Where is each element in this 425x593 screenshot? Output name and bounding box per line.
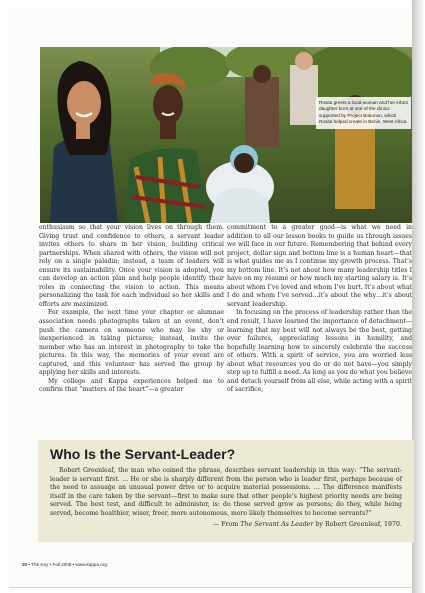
page-number: 20 [22, 562, 28, 567]
article-photo [40, 47, 412, 223]
photo-caption: Rosita greets a local woman and her infant daughter born at one of the clinics supported by Project Bokonon, which Rosita helped create in Benin, West Africa. [316, 97, 411, 129]
credit-prefix: — From [212, 521, 241, 528]
photo-illustration [40, 47, 412, 223]
sidebar-title: Who Is the Servant-Leader? [50, 446, 236, 462]
credit-book-title: The Servant As Leader [240, 521, 314, 528]
footer-text: • The Key • Fall 2006 • www.kappa.org [27, 562, 107, 567]
article-column-left [39, 224, 224, 395]
sidebar-quote: Robert Greenleaf, the man who coined the phrase, describes servant leadership in this way: “The servant-leader is servant first. … He or she is sharply different from the person who is leader first, perhaps because of the need to assuage an unusual power drive or to acquire material possessions. … The difference manifests itself in the care taken by the servant—first to make sure that other people’s highest priority needs are being served. The best test, and difficult to administer, is: do those served grow as persons; do they, while being served, become healthier, wiser, freer, more autonomous, more likely themselves to become servants?” [50, 467, 402, 517]
article-column-right [227, 224, 412, 395]
article-paragraph: enthusiasm so that your vision lives on through them. Giving trust and confidence to others, a servant leader invites others to share in her vision, building critical partnerships. When shared with others, the vision will not rely on a single paladin; instead, a team of leaders will ensure its sustainability. Once your vision is adopted, you can develop an action plan and help people identify their roles in connecting the vision to action. This means personalizing the task for each individual so her skills and efforts are maximized. [39, 224, 224, 308]
article-paragraph: My college and Kappa experiences helped me to confirm that “matters of the heart”—a greater [39, 377, 224, 394]
article-paragraph: In focusing on the process of leadership rather than the end result, I have learned the importance of detachment—learning that my best will not always be the best, getting over failures, appreciating lessons in humility, and hopefully learning how to sincerely celebrate the success of others. With a spirit of service, you are worried less about what resources you do or do not have—you simply step up to fulfill a need. As long as you do what you believe and detach yourself from all else, while acting with a spirit of sacrifice, [227, 309, 412, 394]
sidebar-credit [50, 520, 402, 529]
credit-suffix: by Robert Greenleaf, 1970. [313, 521, 402, 528]
article-paragraph: commitment to a greater good—is what we need in addition to all our lesson books to guide us through issues we will face in our future. Remembering that behind every project, dollar sign and bottom line is a human heart—that is what guides me as I continue my growth process. That’s my bottom line. It’s not about how many leadership titles I have on my résumé or how much my starting salary is. It’s about whom I’ve loved and whom I’ve hurt. It’s about what I do and whom I’ve served…it’s about the why…it’s about servant leadership. [227, 224, 412, 308]
article-paragraph: For example, the next time your chapter or alumnae association needs photographs taken at an event, don’t push the camera on someone who may be shy or inexperienced in taking pictures; instead, invite the member who has an interest in photography to take the pictures. In this way, the memories of your event are captured, and this volunteer has served the group by applying her skills and interests. [39, 309, 224, 377]
page-footer [22, 562, 107, 567]
servant-leader-sidebar [38, 440, 414, 542]
